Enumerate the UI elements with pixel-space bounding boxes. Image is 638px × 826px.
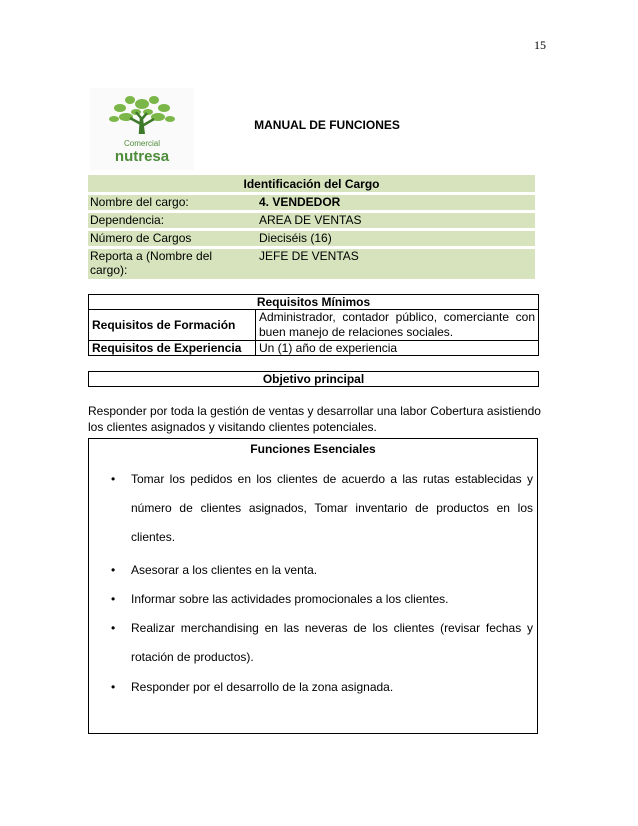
page-number: 15 <box>534 38 546 52</box>
identification-table <box>88 172 535 282</box>
requisitos-header: Requisitos Mínimos <box>89 295 539 310</box>
req-label-formacion: Requisitos de Formación <box>89 310 256 341</box>
id-label-dependencia: Dependencia: <box>88 213 251 228</box>
bullet-icon: • <box>111 563 116 577</box>
id-value-nombre: 4. VENDEDOR <box>251 195 535 210</box>
page-title: MANUAL DE FUNCIONES <box>254 118 400 132</box>
id-value-dependencia: AREA DE VENTAS <box>251 213 535 228</box>
bullet-icon: • <box>111 592 116 606</box>
id-label-nombre: Nombre del cargo: <box>88 195 251 210</box>
funcion-text: Realizar merchandising en las neveras de los clientes (revisar fechas y rotación de productos). <box>131 621 533 664</box>
id-value-reporta: JEFE DE VENTAS <box>251 249 535 279</box>
req-value-formacion: Administrador, contador público, comerciante con buen manejo de relaciones sociales. <box>256 310 539 341</box>
objetivo-table <box>88 371 539 387</box>
req-value-experiencia: Un (1) año de experiencia <box>256 341 539 356</box>
logo-line1: Comercial <box>123 139 161 148</box>
objetivo-text: Responder por toda la gestión de ventas y desarrollar una labor Cobertura asistiendo los clientes asignados y visitando clientes potenciales. <box>88 404 541 434</box>
funciones-header: Funciones Esenciales <box>250 442 376 456</box>
bullet-icon: • <box>111 472 116 486</box>
funcion-text: Informar sobre las actividades promocionales a los clientes. <box>131 592 449 606</box>
list-item <box>111 556 533 585</box>
funcion-text: Responder por el desarrollo de la zona asignada. <box>131 680 394 694</box>
bullet-icon: • <box>111 621 116 635</box>
objetivo-header: Objetivo principal <box>89 372 539 387</box>
list-item <box>111 614 533 672</box>
id-label-reporta: Reporta a (Nombre del cargo): <box>88 249 251 279</box>
requisitos-table <box>88 294 539 356</box>
list-item <box>111 465 533 552</box>
id-label-numero: Número de Cargos <box>88 231 251 246</box>
funciones-box <box>88 438 538 734</box>
req-label-experiencia: Requisitos de Experiencia <box>89 341 256 356</box>
list-item <box>111 585 533 614</box>
list-item <box>111 673 533 702</box>
identification-header: Identificación del Cargo <box>88 175 535 192</box>
id-value-numero: Dieciséis (16) <box>251 231 535 246</box>
bullet-icon: • <box>111 680 116 694</box>
funcion-text: Asesorar a los clientes en la venta. <box>131 563 318 577</box>
logo-line2: nutresa <box>114 148 170 165</box>
funcion-text: Tomar los pedidos en los clientes de acuerdo a las rutas establecidas y número de clientes asignados, Tomar inventario de productos en los clientes. <box>131 472 533 544</box>
